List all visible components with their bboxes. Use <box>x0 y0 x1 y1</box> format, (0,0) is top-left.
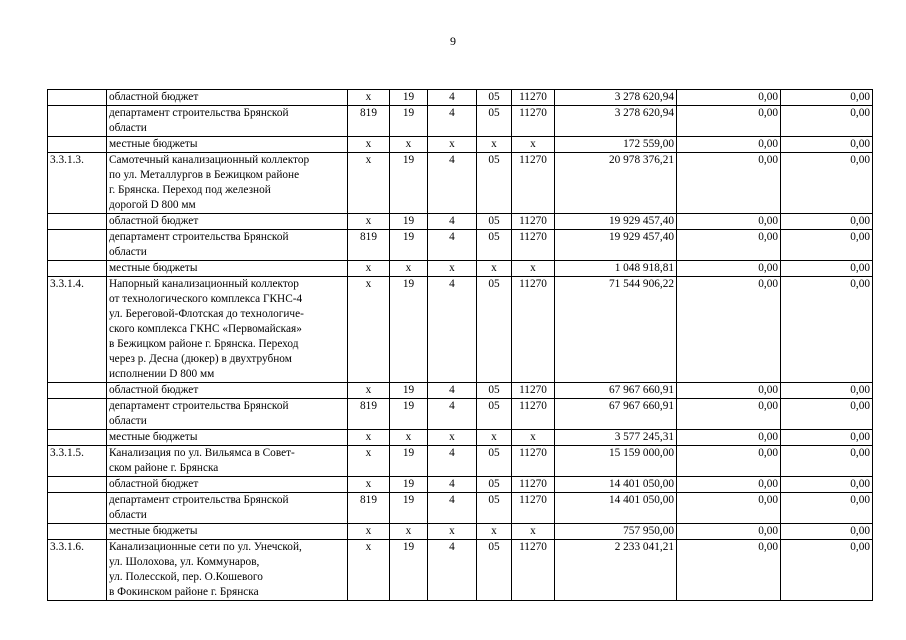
value-cell-2: 0,00 <box>781 383 873 399</box>
item-name-line: ского комплекса ГКНС «Первомайская» <box>109 323 302 335</box>
table-body <box>48 90 873 601</box>
code-rz-cell: 19 <box>390 106 428 137</box>
page-number: 9 <box>450 34 456 48</box>
code-cs-cell: 05 <box>477 493 512 524</box>
code-cs-cell: 05 <box>477 277 512 383</box>
value-cell-2: 0,00 <box>781 446 873 477</box>
table-row <box>48 540 873 601</box>
code-pr-cell: 4 <box>428 477 477 493</box>
value-cell-2: 0,00 <box>781 137 873 153</box>
item-number-cell <box>48 230 107 261</box>
item-name-line: ул. Шолохова, ул. Коммунаров, <box>109 556 260 568</box>
code-cs-cell: x <box>477 137 512 153</box>
code-gr-cell: x <box>348 261 390 277</box>
item-number-cell <box>48 524 107 540</box>
item-name-line: департамент строительства Брянской <box>109 107 289 119</box>
item-number-cell <box>48 399 107 430</box>
table-row <box>48 261 873 277</box>
item-name-line: департамент строительства Брянской <box>109 400 289 412</box>
value-cell-1: 0,00 <box>677 446 781 477</box>
code-vr-cell: x <box>512 524 555 540</box>
code-pr-cell: 4 <box>428 493 477 524</box>
item-name-cell <box>107 230 348 261</box>
code-pr-cell: 4 <box>428 230 477 261</box>
item-name-cell <box>107 399 348 430</box>
value-cell-2: 0,00 <box>781 430 873 446</box>
item-number-cell <box>48 214 107 230</box>
item-name-line: ул. Полесской, пер. О.Кошевого <box>109 571 263 583</box>
item-name-line: в Фокинском районе г. Брянска <box>109 586 259 598</box>
code-rz-cell: 19 <box>390 214 428 230</box>
code-vr-cell: 11270 <box>512 493 555 524</box>
item-number-cell <box>48 261 107 277</box>
code-vr-cell: 11270 <box>512 383 555 399</box>
code-gr-cell: x <box>348 214 390 230</box>
value-cell-2: 0,00 <box>781 153 873 214</box>
item-name-line: в Бежицком районе г. Брянска. Переход <box>109 338 299 350</box>
code-gr-cell: x <box>348 524 390 540</box>
amount-cell: 19 929 457,40 <box>555 230 677 261</box>
item-name-line: области <box>109 509 147 521</box>
code-pr-cell: 4 <box>428 90 477 106</box>
item-name-line: местные бюджеты <box>109 431 198 443</box>
code-cs-cell: 05 <box>477 383 512 399</box>
code-gr-cell: x <box>348 90 390 106</box>
amount-cell: 67 967 660,91 <box>555 399 677 430</box>
value-cell-1: 0,00 <box>677 277 781 383</box>
table-row <box>48 477 873 493</box>
code-rz-cell: 19 <box>390 90 428 106</box>
code-pr-cell: 4 <box>428 106 477 137</box>
value-cell-1: 0,00 <box>677 230 781 261</box>
code-rz-cell: x <box>390 261 428 277</box>
code-cs-cell: 05 <box>477 214 512 230</box>
amount-cell: 3 278 620,94 <box>555 90 677 106</box>
item-name-cell <box>107 383 348 399</box>
code-rz-cell: x <box>390 430 428 446</box>
code-vr-cell: 11270 <box>512 540 555 601</box>
value-cell-1: 0,00 <box>677 524 781 540</box>
item-name-cell <box>107 524 348 540</box>
code-rz-cell: x <box>390 137 428 153</box>
amount-cell: 3 577 245,31 <box>555 430 677 446</box>
item-name-cell <box>107 261 348 277</box>
code-gr-cell: x <box>348 137 390 153</box>
code-gr-cell: x <box>348 383 390 399</box>
code-rz-cell: 19 <box>390 399 428 430</box>
item-name-line: местные бюджеты <box>109 138 198 150</box>
item-number-cell <box>48 383 107 399</box>
code-rz-cell: 19 <box>390 477 428 493</box>
table-row <box>48 277 873 383</box>
amount-cell: 67 967 660,91 <box>555 383 677 399</box>
value-cell-1: 0,00 <box>677 90 781 106</box>
value-cell-1: 0,00 <box>677 383 781 399</box>
code-vr-cell: 11270 <box>512 446 555 477</box>
value-cell-1: 0,00 <box>677 106 781 137</box>
code-cs-cell: 05 <box>477 230 512 261</box>
amount-cell: 14 401 050,00 <box>555 493 677 524</box>
value-cell-1: 0,00 <box>677 493 781 524</box>
amount-cell: 3 278 620,94 <box>555 106 677 137</box>
value-cell-2: 0,00 <box>781 277 873 383</box>
value-cell-2: 0,00 <box>781 477 873 493</box>
item-name-line: областной бюджет <box>109 384 199 396</box>
code-gr-cell: x <box>348 430 390 446</box>
code-pr-cell: 4 <box>428 153 477 214</box>
code-vr-cell: 11270 <box>512 214 555 230</box>
code-vr-cell: 11270 <box>512 477 555 493</box>
code-gr-cell: 819 <box>348 106 390 137</box>
item-name-line: областной бюджет <box>109 91 199 103</box>
code-cs-cell: x <box>477 430 512 446</box>
code-gr-cell: x <box>348 477 390 493</box>
code-rz-cell: 19 <box>390 540 428 601</box>
table-row <box>48 153 873 214</box>
value-cell-2: 0,00 <box>781 540 873 601</box>
value-cell-2: 0,00 <box>781 261 873 277</box>
code-vr-cell: 11270 <box>512 153 555 214</box>
item-name-line: от технологического комплекса ГКНС-4 <box>109 293 303 305</box>
item-name-line: Самотечный канализационный коллектор <box>109 154 310 166</box>
amount-cell: 19 929 457,40 <box>555 214 677 230</box>
code-vr-cell: x <box>512 137 555 153</box>
table-row <box>48 90 873 106</box>
code-rz-cell: 19 <box>390 277 428 383</box>
item-name-line: местные бюджеты <box>109 525 198 537</box>
item-name-line: через р. Десна (дюкер) в двухтрубном <box>109 353 292 365</box>
code-rz-cell: 19 <box>390 230 428 261</box>
item-name-line: местные бюджеты <box>109 262 198 274</box>
code-pr-cell: 4 <box>428 540 477 601</box>
item-number-cell <box>48 493 107 524</box>
item-name-line: области <box>109 246 147 258</box>
table-row <box>48 524 873 540</box>
item-name-line: ул. Береговой-Флотская до технологиче- <box>109 308 304 320</box>
code-cs-cell: 05 <box>477 399 512 430</box>
item-name-line: ском районе г. Брянска <box>109 462 219 474</box>
code-pr-cell: x <box>428 261 477 277</box>
value-cell-1: 0,00 <box>677 399 781 430</box>
code-rz-cell: 19 <box>390 446 428 477</box>
code-vr-cell: 11270 <box>512 90 555 106</box>
value-cell-2: 0,00 <box>781 493 873 524</box>
item-name-line: Канализационные сети по ул. Унечской, <box>109 541 302 553</box>
code-cs-cell: 05 <box>477 540 512 601</box>
value-cell-1: 0,00 <box>677 137 781 153</box>
code-pr-cell: 4 <box>428 446 477 477</box>
code-cs-cell: 05 <box>477 446 512 477</box>
budget-table <box>47 89 873 601</box>
amount-cell: 2 233 041,21 <box>555 540 677 601</box>
code-gr-cell: 819 <box>348 399 390 430</box>
amount-cell: 14 401 050,00 <box>555 477 677 493</box>
value-cell-2: 0,00 <box>781 90 873 106</box>
item-number-cell: 3.3.1.6. <box>48 540 107 601</box>
code-gr-cell: 819 <box>348 493 390 524</box>
code-pr-cell: x <box>428 524 477 540</box>
amount-cell: 757 950,00 <box>555 524 677 540</box>
amount-cell: 71 544 906,22 <box>555 277 677 383</box>
code-vr-cell: 11270 <box>512 106 555 137</box>
item-name-line: дорогой D 800 мм <box>109 199 196 211</box>
code-pr-cell: x <box>428 430 477 446</box>
item-name-cell <box>107 137 348 153</box>
code-rz-cell: 19 <box>390 493 428 524</box>
code-cs-cell: 05 <box>477 153 512 214</box>
code-gr-cell: x <box>348 153 390 214</box>
item-name-cell <box>107 446 348 477</box>
item-name-line: областной бюджет <box>109 215 199 227</box>
value-cell-1: 0,00 <box>677 540 781 601</box>
amount-cell: 172 559,00 <box>555 137 677 153</box>
item-name-cell <box>107 153 348 214</box>
item-number-cell <box>48 90 107 106</box>
table-row <box>48 383 873 399</box>
value-cell-1: 0,00 <box>677 153 781 214</box>
value-cell-1: 0,00 <box>677 477 781 493</box>
code-gr-cell: x <box>348 277 390 383</box>
value-cell-1: 0,00 <box>677 430 781 446</box>
item-name-cell <box>107 540 348 601</box>
item-name-cell <box>107 90 348 106</box>
code-cs-cell: 05 <box>477 106 512 137</box>
code-cs-cell: x <box>477 261 512 277</box>
item-name-cell <box>107 477 348 493</box>
table-row <box>48 399 873 430</box>
code-gr-cell: x <box>348 540 390 601</box>
code-gr-cell: x <box>348 446 390 477</box>
amount-cell: 15 159 000,00 <box>555 446 677 477</box>
item-name-line: г. Брянска. Переход под железной <box>109 184 271 196</box>
code-vr-cell: x <box>512 430 555 446</box>
amount-cell: 20 978 376,21 <box>555 153 677 214</box>
item-name-line: областной бюджет <box>109 478 199 490</box>
value-cell-2: 0,00 <box>781 230 873 261</box>
value-cell-1: 0,00 <box>677 214 781 230</box>
item-name-line: департамент строительства Брянской <box>109 231 289 243</box>
table-row <box>48 430 873 446</box>
item-name-cell <box>107 277 348 383</box>
item-name-line: по ул. Металлургов в Бежицком районе <box>109 169 300 181</box>
code-vr-cell: 11270 <box>512 399 555 430</box>
amount-cell: 1 048 918,81 <box>555 261 677 277</box>
item-name-line: Канализация по ул. Вильямса в Совет- <box>109 447 295 459</box>
item-name-cell <box>107 214 348 230</box>
table-row <box>48 214 873 230</box>
value-cell-2: 0,00 <box>781 399 873 430</box>
item-name-cell <box>107 106 348 137</box>
item-number-cell <box>48 477 107 493</box>
item-name-line: области <box>109 415 147 427</box>
code-pr-cell: 4 <box>428 214 477 230</box>
value-cell-1: 0,00 <box>677 261 781 277</box>
item-number-cell: 3.3.1.3. <box>48 153 107 214</box>
item-name-line: департамент строительства Брянской <box>109 494 289 506</box>
code-cs-cell: x <box>477 524 512 540</box>
item-name-cell <box>107 493 348 524</box>
item-name-line: Напорный канализационный коллектор <box>109 278 299 290</box>
value-cell-2: 0,00 <box>781 214 873 230</box>
value-cell-2: 0,00 <box>781 524 873 540</box>
code-rz-cell: 19 <box>390 383 428 399</box>
code-rz-cell: x <box>390 524 428 540</box>
item-name-line: исполнении D 800 мм <box>109 368 215 380</box>
table-row <box>48 446 873 477</box>
code-pr-cell: 4 <box>428 383 477 399</box>
code-pr-cell: x <box>428 137 477 153</box>
code-pr-cell: 4 <box>428 277 477 383</box>
item-number-cell: 3.3.1.4. <box>48 277 107 383</box>
item-number-cell: 3.3.1.5. <box>48 446 107 477</box>
table-row <box>48 137 873 153</box>
item-number-cell <box>48 137 107 153</box>
table-row <box>48 106 873 137</box>
table-row <box>48 493 873 524</box>
code-vr-cell: x <box>512 261 555 277</box>
code-gr-cell: 819 <box>348 230 390 261</box>
item-name-line: области <box>109 122 147 134</box>
item-name-cell <box>107 430 348 446</box>
code-vr-cell: 11270 <box>512 230 555 261</box>
code-cs-cell: 05 <box>477 90 512 106</box>
code-pr-cell: 4 <box>428 399 477 430</box>
value-cell-2: 0,00 <box>781 106 873 137</box>
code-vr-cell: 11270 <box>512 277 555 383</box>
item-number-cell <box>48 430 107 446</box>
code-rz-cell: 19 <box>390 153 428 214</box>
code-cs-cell: 05 <box>477 477 512 493</box>
table-row <box>48 230 873 261</box>
item-number-cell <box>48 106 107 137</box>
